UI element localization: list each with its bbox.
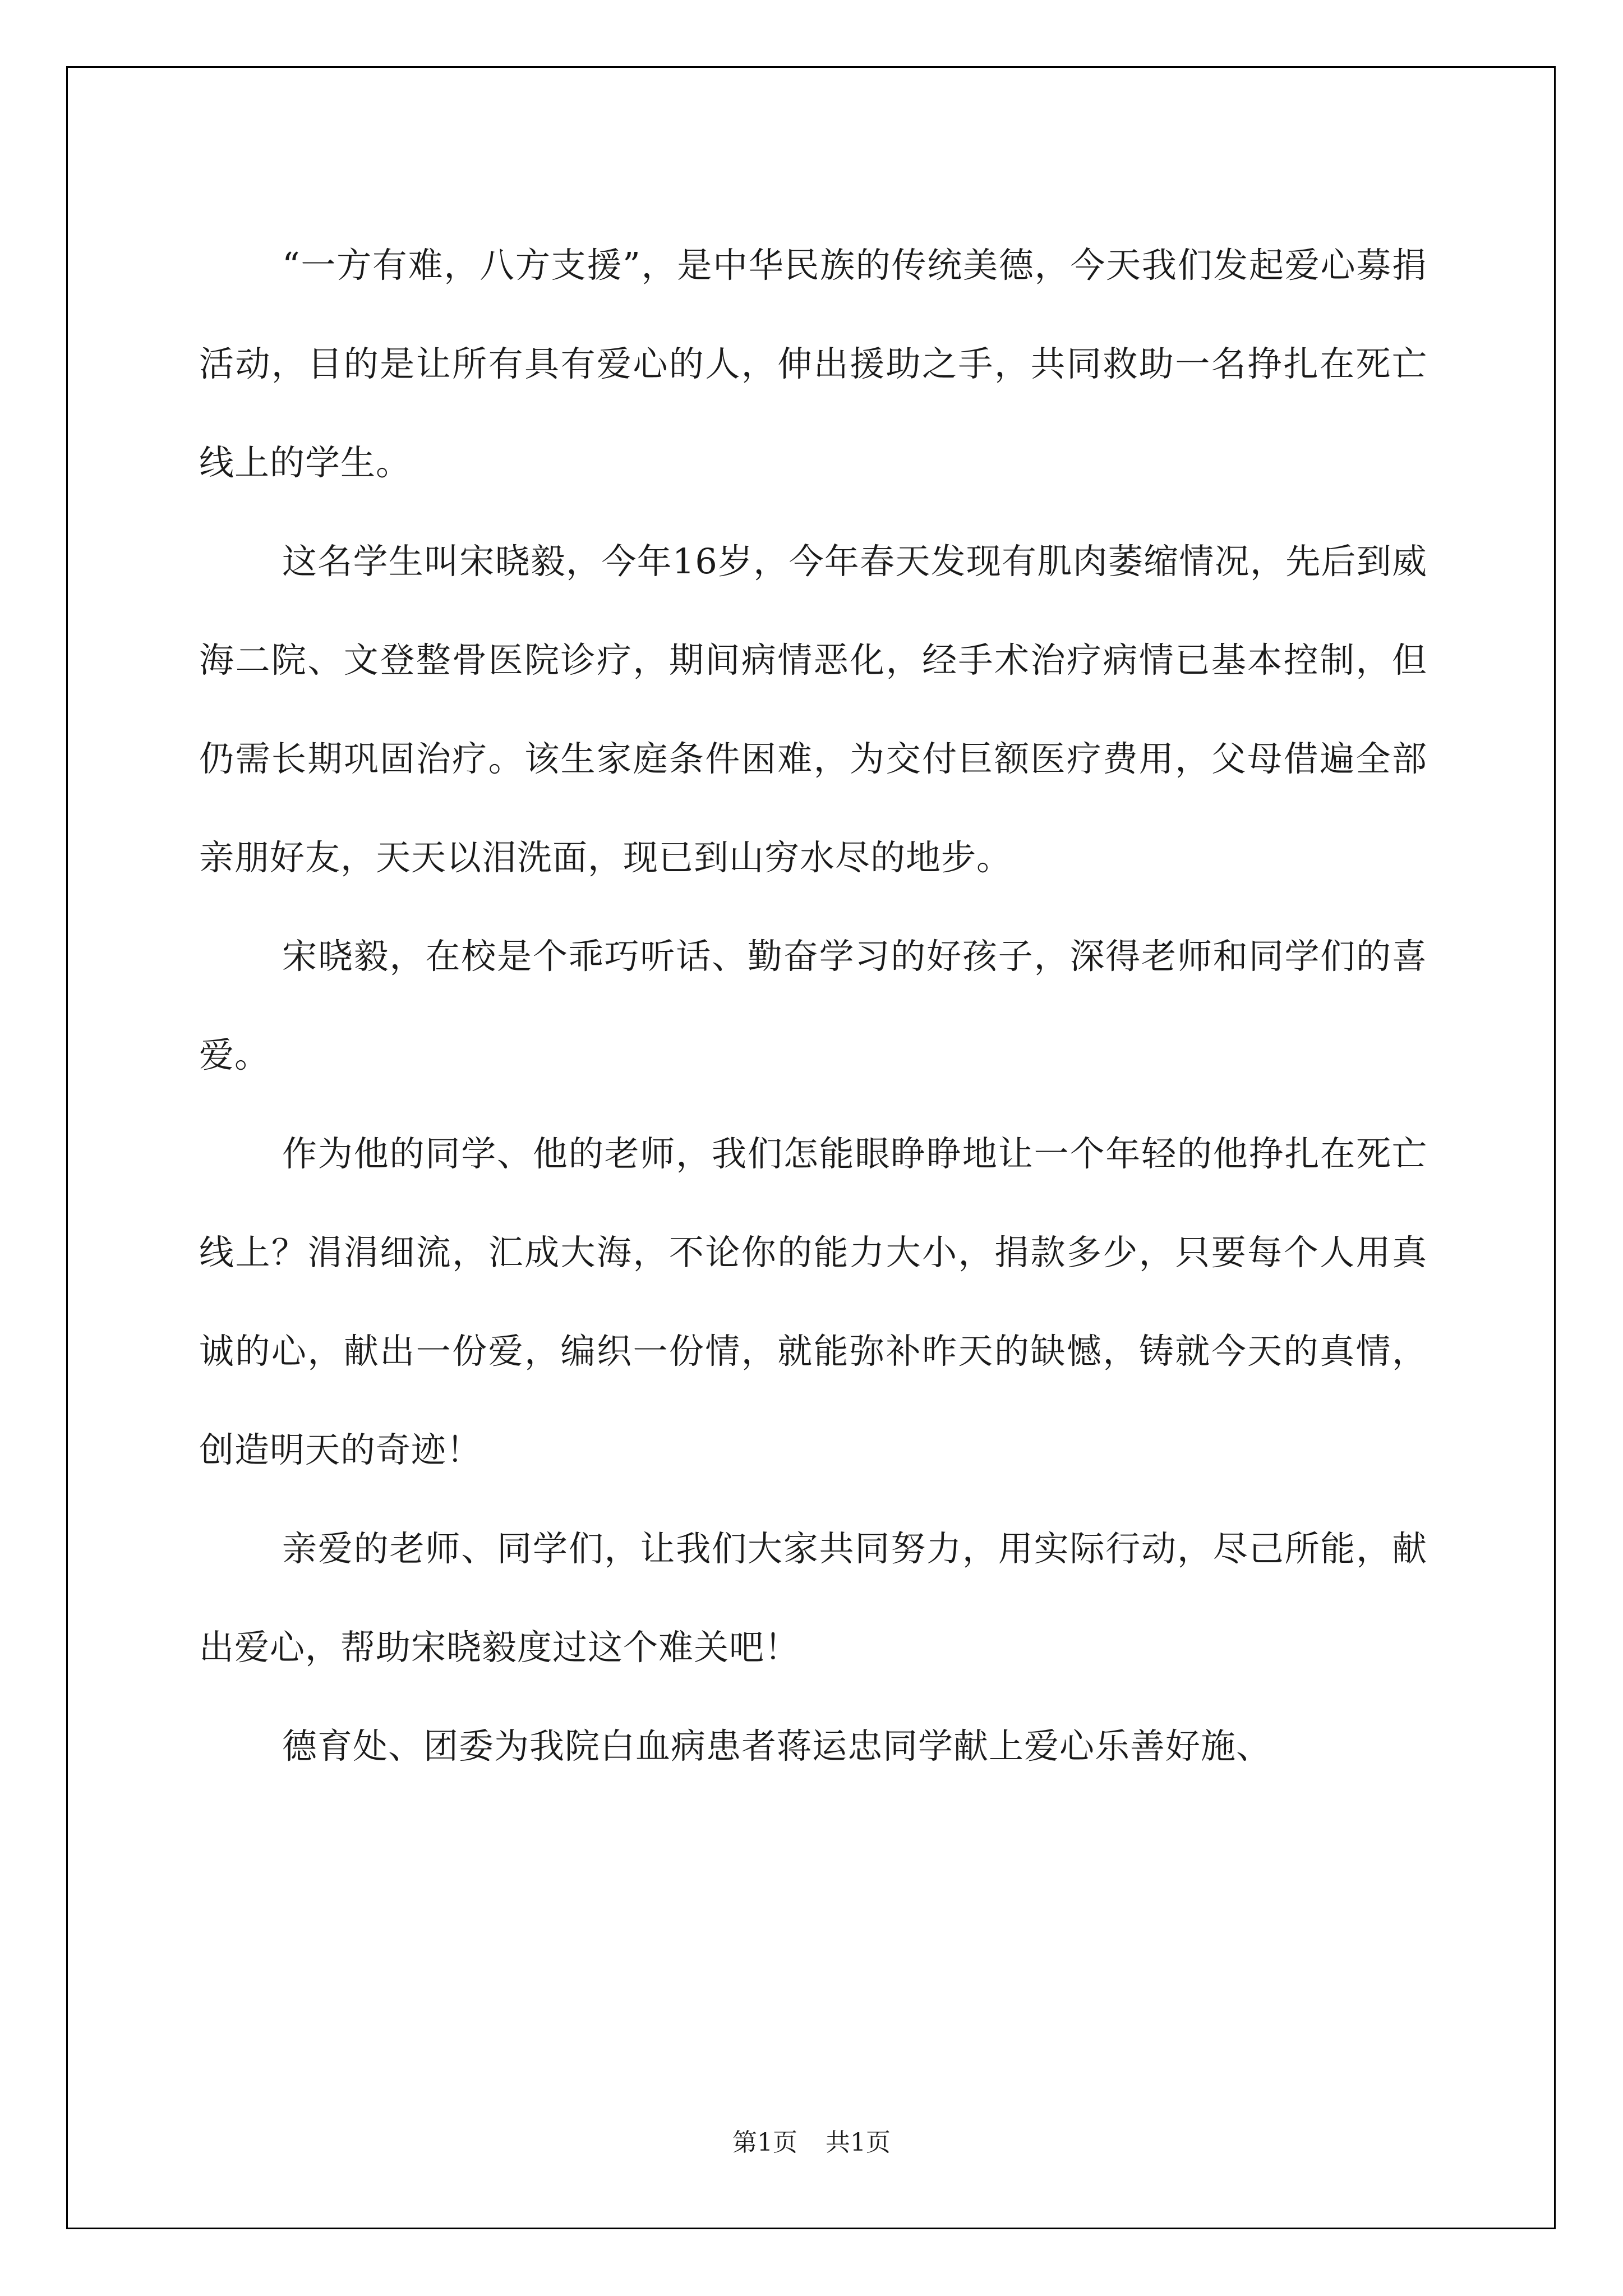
- paragraph-3: 宋晓毅，在校是个乖巧听话、勤奋学习的好孩子，深得老师和同学们的喜爱。: [199, 936, 1427, 1075]
- document-body: [199, 216, 1427, 1796]
- page-total: 共1页: [826, 2128, 891, 2157]
- paragraph-2: 这名学生叫宋晓毅，今年16岁，今年春天发现有肌肉萎缩情况，先后到威海二院、文登整骨医院诊疗，期间病情恶化，经手术治疗病情已基本控制，但仍需长期巩固治疗。该生家庭条件困难，为交付巨额医疗费用，父母借遍全部亲朋好友，天天以泪洗面，现已到山穷水尽的地步。: [199, 541, 1427, 878]
- page-number: 第1页: [732, 2128, 797, 2157]
- page-footer: [0, 2126, 1623, 2160]
- paragraph-1: “一方有难，八方支援”，是中华民族的传统美德，今天我们发起爱心募捐活动，目的是让所有具有爱心的人，伸出援助之手，共同救助一名挣扎在死亡线上的学生。: [199, 245, 1427, 483]
- paragraph-6: 德育处、团委为我院白血病患者蒋运忠同学献上爱心乐善好施、: [282, 1726, 1272, 1766]
- paragraph-5: 亲爱的老师、同学们，让我们大家共同努力，用实际行动，尽己所能，献出爱心，帮助宋晓毅度过这个难关吧！: [199, 1528, 1427, 1668]
- paragraph-4: 作为他的同学、他的老师，我们怎能眼睁睁地让一个年轻的他挣扎在死亡线上？涓涓细流，汇成大海，不论你的能力大小，捐款多少，只要每个人用真诚的心，献出一份爱，编织一份情，就能弥补昨天的缺憾，铸就今天的真情，创造明天的奇迹！: [199, 1133, 1427, 1470]
